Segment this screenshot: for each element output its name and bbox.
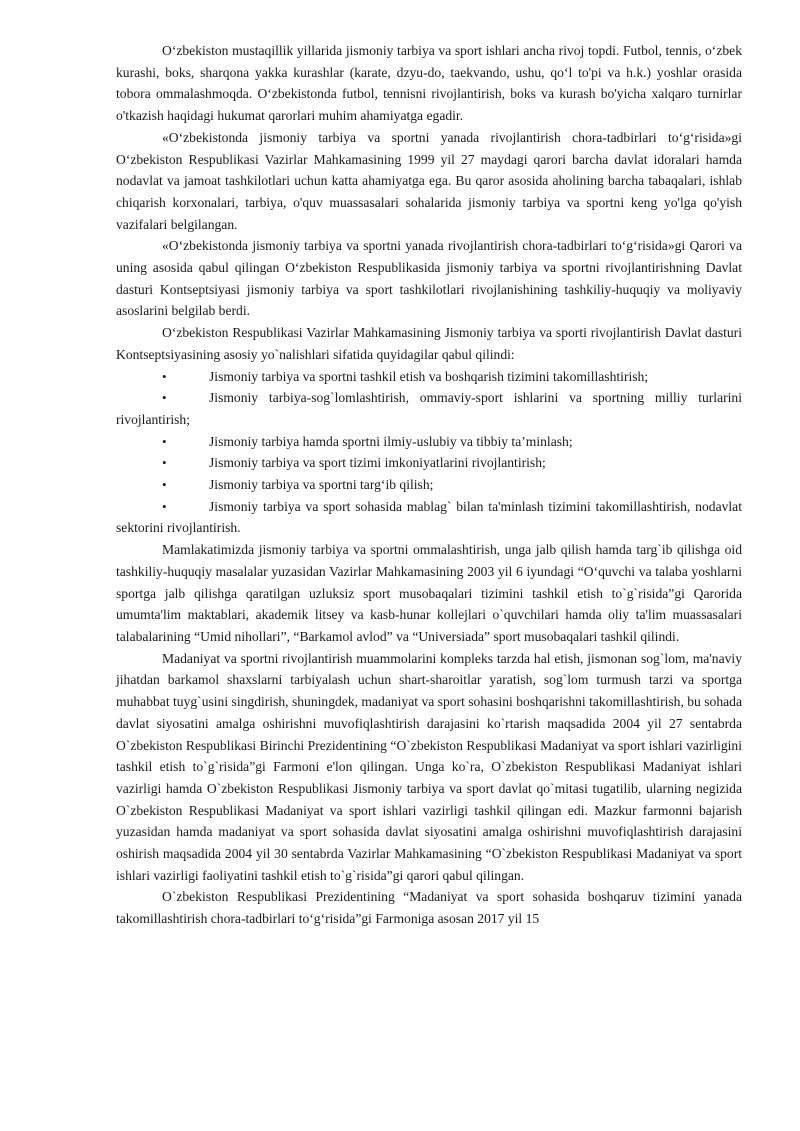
bullet-dot: • [162,433,167,449]
paragraph-7: O`zbekiston Respublikasi Prezidentining “Madaniyat va sport sohasida boshqaruv tizimini yanada takomillashtirish chora-tadbirlari to‘g‘risida”gi Farmoniga asosan 2017 yil 15 [116,889,742,927]
bullet-text: Jismoniy tarbiya va sport tizimi imkoniyatlarini rivojlantirish; [209,455,546,471]
bullet-item-5 [116,474,742,496]
bullet-dot: • [162,390,167,406]
paragraph-1: O‘zbekiston mustaqillik yillarida jismoniy tarbiya va sport ishlari ancha rivoj topdi. Futbol, tennis, o‘zbek kurashi, boks, sharqona yakka kurashlar (karate, dzyu-do, taekvando, ushu, qo‘l to'pi va h.k.) yoshlar orasida tobora ommalashmoqda. O‘zbekistonda futbol, tennisni rivojlantirish, boks va kurash bo'yicha xalqaro turnirlar o'tkazish haqidagi hukumat qarorlari muhim ahamiyatga egadir. [116,43,742,124]
bullet-text: Jismoniy tarbiya va sportni targ‘ib qilish; [209,477,434,493]
bullet-text: Jismoniy tarbiya-sog`lomlashtirish, ommaviy-sport ishlarini va sportning milliy turlarini rivojlantirish; [116,390,742,427]
paragraph-5: Mamlakatimizda jismoniy tarbiya va sportni ommalashtirish, unga jalb qilish hamda targ`ib qilishga oid tashkiliy-huquqiy masalalar yuzasidan Vazirlar Mahkamasining 2003 yil 6 iyundagi “O‘quvchi va talaba yoshlarni sportga jalb qilishga qaratilgan uzluksiz sport musobaqalari tizimini tashkil etish to`g`risida”gi Qarorida umumta'lim maktablari, akademik litsey va kasb-hunar kollejlari o`quvchilari hamda oliy ta'lim muassasalari talabalarining “Umid nihollari”, “Barkamol avlod” va “Universiada” sport musobaqalari tashkil qilindi. [116,542,742,644]
paragraph-6: Madaniyat va sportni rivojlantirish muammolarini kompleks tarzda hal etish, jismonan sog`lom, ma'naviy jihatdan barkamol shaxslarni tarbiyalash uchun shart-sharoitlar yaratish, sog`lom turmush tarzi va sportga muhabbat tuyg`usini singdirish, shuningdek, madaniyat va sport sohasini boshqarishni takomillashtirish, bu sohada davlat siyosatini amalga oshirishni muvofiqlashtirish darajasini ko`rtarish maqsadida 2004 yil 27 sentabrda O`zbekiston Respublikasi Birinchi Prezidentining “O`zbekiston Respublikasi Madaniyat va sport ishlari vazirligini tashkil etish to`g`risida”gi Farmoni e'lon qilingan. Unga ko`ra, O`zbekiston Respublikasi Madaniyat ishlari vazirligi hamda O`zbekiston Respublikasi Jismoniy tarbiya va sport davlat qo`mitasi tugatilib, ularning negizida O`zbekiston Respublikasi Madaniyat va sport ishlari vazirligi tashkil qilingan edi. Mazkur farmonni bajarish yuzasidan hamda madaniyat va sport sohasida davlat siyosatini amalga oshirishni muvofiqlashtirish darajasini oshirish maqsadida 2004 yil 30 sentabrda Vazirlar Mahkamasining “O`zbekiston Respublikasi Madaniyat va sport ishlari vazirligi faoliyatini tashkil etish to`g`risida”gi qarori qabul qilingan. [116,650,743,883]
bullet-dot: • [162,477,167,493]
bullet-item-3 [116,431,742,453]
bullet-text: Jismoniy tarbiya va sport sohasida mablag` bilan ta'minlash tizimini takomillashtirish, nodavlat sektorini rivojlantirish. [116,498,742,536]
bullet-item-4 [116,452,742,474]
bullet-text: Jismoniy tarbiya va sportni tashkil etish va boshqarish tizimini takomillashtirish; [209,368,649,384]
bullet-dot: • [162,498,167,514]
bullet-item-1 [116,366,742,388]
paragraph-3: «O‘zbekistonda jismoniy tarbiya va sportni yanada rivojlantirish chora-tadbirlari to‘g‘risida»gi Qarori va uning asosida qabul qilingan O‘zbekiston Respublikasida jismoniy tarbiya va sportni rivojlantirishning Davlat dasturi Kontseptsiyasi jismoniy tarbiya va sport tashkilotlari rivojlanishining tashkiliy-huquqiy va moliyaviy asoslarini belgilab berdi. [116,238,742,319]
paragraph-4: O‘zbekiston Respublikasi Vazirlar Mahkamasining Jismoniy tarbiya va sporti rivojlantirish Davlat dasturi Kontseptsiyasining asosiy yo`nalishlari sifatida quyidagilar qabul qilindi: [116,325,742,362]
bullet-text: Jismoniy tarbiya hamda sportni ilmiy-uslubiy va tibbiy ta’minlash; [209,433,573,449]
document-page [116,40,742,930]
bullet-item-6 [116,496,742,539]
paragraph-2: «O‘zbekistonda jismoniy tarbiya va sportni yanada rivojlantirish chora-tadbirlari to‘g‘risida»gi O‘zbekiston Respublikasi Vazirlar Mahkamasining 1999 yil 27 maydagi qarori barcha davlat idoralari hamda nodavlat va jamoat tashkilotlari uchun katta ahamiyatga ega. Bu qaror asosida aholining barcha tabaqalari, ishlab chiqarish korxonalari, tarbiya, o'quv muassasalari sohalarida jismoniy tarbiya va sportni keng yo'lga qo'yish vazifalari belgilangan. [116,129,742,232]
bullet-dot: • [162,455,167,471]
bullet-item-2 [116,387,742,430]
bullet-dot: • [162,368,167,384]
